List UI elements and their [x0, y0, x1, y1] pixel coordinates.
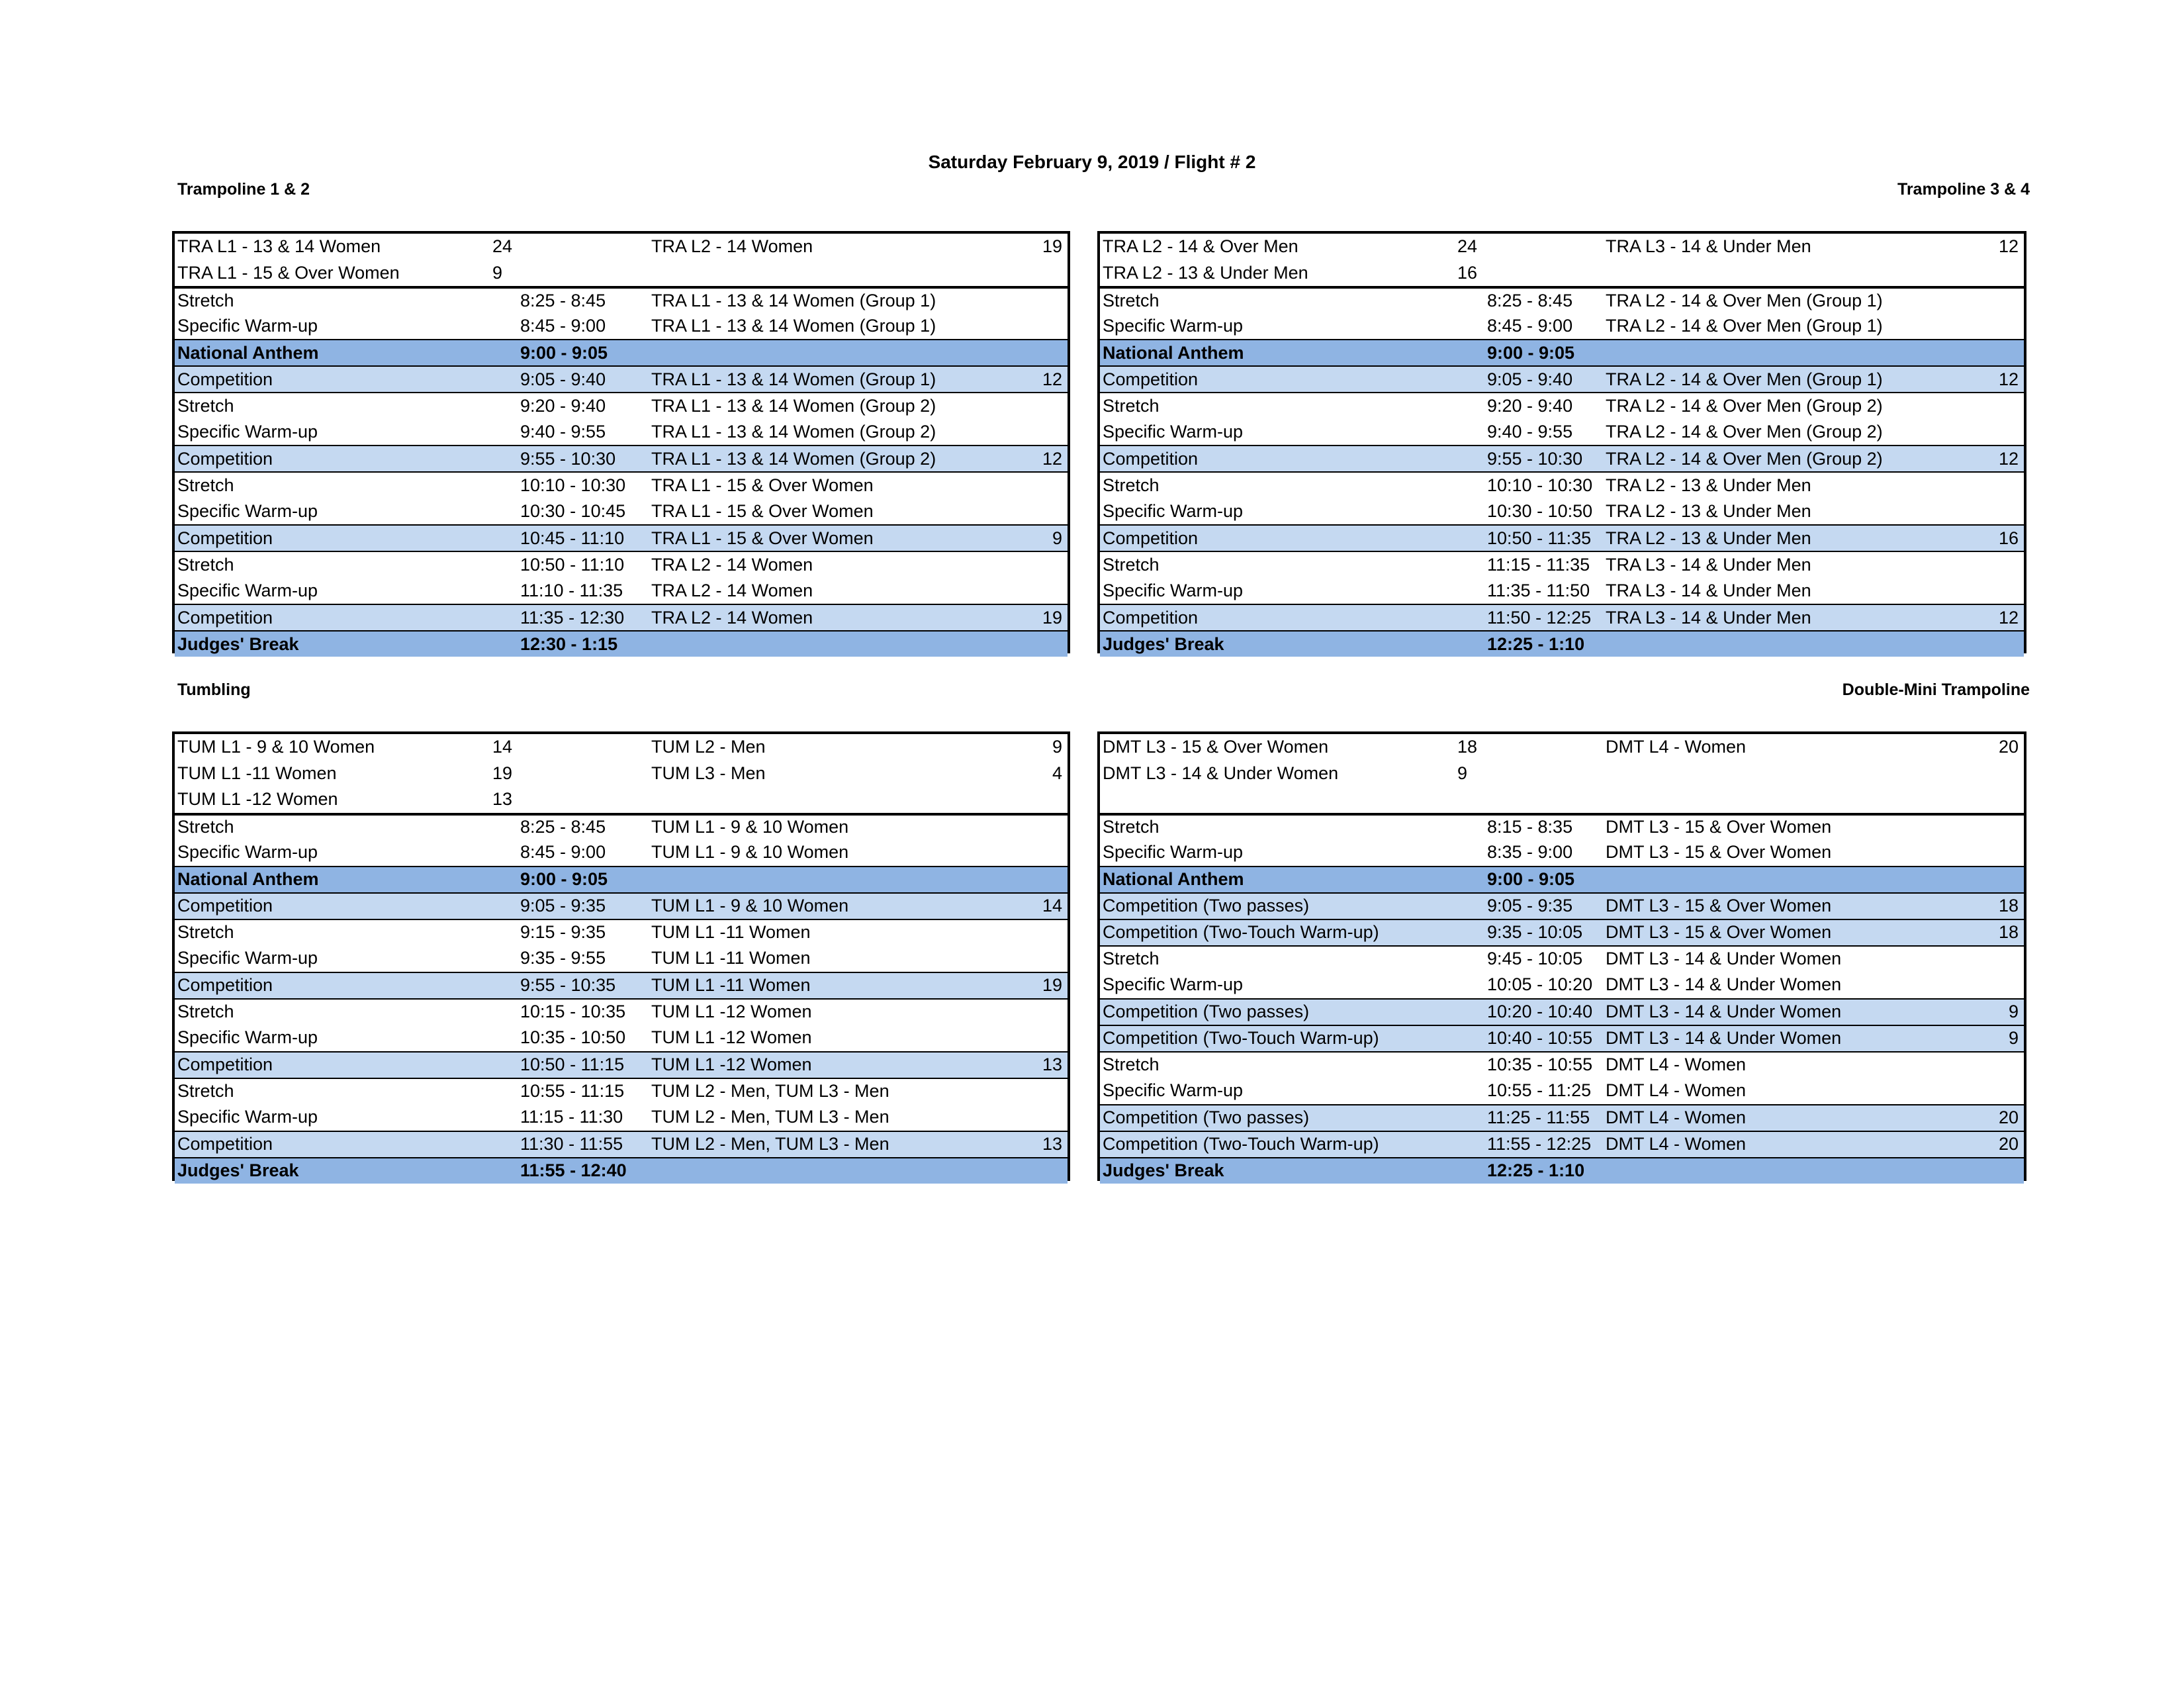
schedule-row [175, 577, 1068, 604]
activity-label: Competition [177, 975, 273, 995]
schedule-row [1100, 630, 2024, 657]
time-range: 9:55 - 10:35 [520, 975, 616, 995]
time-range: 10:30 - 10:45 [520, 500, 626, 521]
schedule-row [1100, 524, 2024, 551]
athlete-count: 20 [1998, 1134, 2019, 1154]
time-range: 10:05 - 10:20 [1487, 974, 1593, 994]
header-row [1100, 761, 2024, 787]
group-label: TRA L3 - 14 & Under Men [1606, 607, 1811, 628]
time-range: 9:05 - 9:40 [520, 369, 606, 389]
athlete-count: 9 [2008, 1028, 2019, 1048]
schedule-row [1100, 972, 2024, 998]
schedule-row [175, 945, 1068, 972]
schedule-row [175, 551, 1068, 577]
activity-label: Specific Warm-up [1103, 500, 1244, 521]
activity-label: Specific Warm-up [177, 500, 318, 521]
schedule-row [175, 471, 1068, 498]
group-label: TRA L1 - 15 & Over Women [651, 500, 874, 521]
time-range: 10:50 - 11:15 [520, 1055, 625, 1074]
group-label: TRA L1 - 13 & 14 Women (Group 2) [651, 448, 936, 469]
time-range: 11:50 - 12:25 [1487, 607, 1592, 628]
group-label: TRA L3 - 14 & Under Men [1606, 554, 1811, 575]
event-name: DMT L3 - 15 & Over Women [1103, 737, 1329, 757]
athlete-count: 12 [1998, 448, 2019, 469]
schedule-row [1100, 1078, 2024, 1104]
schedule-row [175, 445, 1068, 471]
activity-label: Competition [1103, 607, 1199, 628]
schedule-row [1100, 1051, 2024, 1078]
event-name: TUM L1 - 9 & 10 Women [177, 737, 375, 757]
time-range: 8:45 - 9:00 [1487, 315, 1573, 336]
schedule-row [1100, 839, 2024, 866]
schedule-row [1100, 945, 2024, 972]
time-range: 12:25 - 1:10 [1487, 633, 1585, 654]
athlete-count: 24 [1457, 236, 1478, 257]
section-label-trampoline-3-4: Trampoline 3 & 4 [1897, 180, 2030, 199]
group-label: TRA L2 - 14 Women [651, 607, 813, 628]
time-range: 8:45 - 9:00 [520, 842, 606, 862]
event-name: TRA L1 - 13 & 14 Women [177, 236, 381, 257]
schedule-row [1100, 604, 2024, 630]
section-label-double-mini: Double-Mini Trampoline [1842, 680, 2030, 699]
event-name: TRA L2 - 13 & Under Men [1103, 262, 1308, 283]
time-range: 9:00 - 9:05 [520, 342, 608, 363]
athlete-count: 16 [1457, 262, 1478, 283]
athlete-count: 12 [1998, 607, 2019, 628]
time-range: 9:05 - 9:35 [1487, 896, 1573, 915]
athlete-count: 14 [492, 737, 513, 757]
time-range: 11:55 - 12:40 [520, 1160, 627, 1180]
header-row [175, 734, 1068, 761]
header-row [1100, 786, 2024, 813]
athlete-count: 9 [2008, 1002, 2019, 1021]
schedule-row [175, 839, 1068, 866]
event-name: DMT L3 - 14 & Under Women [1103, 763, 1339, 783]
athlete-count: 18 [1998, 922, 2019, 942]
activity-label: Competition [1103, 369, 1199, 389]
activity-label: Judges' Break [177, 633, 299, 654]
group-label: TRA L1 - 13 & 14 Women (Group 1) [651, 290, 936, 310]
schedule-row [1100, 1131, 2024, 1157]
time-range: 10:10 - 10:30 [1487, 475, 1593, 495]
athlete-count: 19 [492, 763, 513, 783]
time-range: 11:55 - 12:25 [1487, 1134, 1592, 1154]
activity-label: Specific Warm-up [1103, 842, 1244, 862]
activity-label: Specific Warm-up [177, 948, 318, 968]
group-label: DMT L3 - 14 & Under Women [1606, 974, 1842, 994]
group-label: TRA L2 - 13 & Under Men [1606, 475, 1811, 495]
schedule-row [175, 1051, 1068, 1078]
schedule-row [1100, 919, 2024, 945]
schedule-row [175, 604, 1068, 630]
activity-label: Specific Warm-up [1103, 580, 1244, 600]
activity-label: Competition [177, 369, 273, 389]
activity-label: Stretch [1103, 949, 1160, 968]
event-name: TUM L1 -11 Women [177, 763, 337, 783]
time-range: 9:45 - 10:05 [1487, 949, 1583, 968]
time-range: 10:55 - 11:15 [520, 1081, 625, 1101]
schedule-row [1100, 471, 2024, 498]
athlete-count: 20 [1998, 1107, 2019, 1127]
activity-label: Stretch [177, 554, 234, 575]
activity-label: Competition (Two passes) [1103, 1002, 1310, 1021]
schedule-row [175, 972, 1068, 998]
activity-label: Judges' Break [177, 1160, 299, 1180]
activity-label: Judges' Break [1103, 1160, 1224, 1180]
schedule-row [1100, 1157, 2024, 1184]
activity-label: Stretch [177, 290, 234, 310]
group-label: DMT L3 - 14 & Under Women [1606, 949, 1842, 968]
group-label: TRA L2 - 14 & Over Men (Group 1) [1606, 315, 1883, 336]
time-range: 10:15 - 10:35 [520, 1002, 626, 1021]
schedule-row [1100, 577, 2024, 604]
group-label: TRA L2 - 14 Women [651, 580, 813, 600]
group-label: TUM L1 -11 Women [651, 948, 811, 968]
group-label: DMT L3 - 15 & Over Women [1606, 896, 1832, 915]
section-label-tumbling: Tumbling [177, 680, 251, 699]
event-name: DMT L4 - Women [1606, 737, 1747, 757]
activity-label: Competition [177, 1134, 273, 1154]
header-row [175, 260, 1068, 287]
time-range: 9:55 - 10:30 [1487, 448, 1583, 469]
schedule-row [1100, 445, 2024, 471]
athlete-count: 12 [1042, 448, 1062, 469]
activity-label: Specific Warm-up [1103, 421, 1244, 442]
event-name: TUM L1 -12 Women [177, 789, 338, 810]
group-label: TRA L2 - 14 & Over Men (Group 1) [1606, 290, 1883, 310]
schedule-row [175, 286, 1068, 312]
group-label: TRA L2 - 13 & Under Men [1606, 528, 1811, 548]
group-label: DMT L3 - 15 & Over Women [1606, 817, 1832, 837]
athlete-count: 19 [1042, 975, 1062, 995]
time-range: 8:25 - 8:45 [520, 817, 606, 837]
activity-label: Specific Warm-up [1103, 315, 1244, 336]
time-range: 11:15 - 11:30 [520, 1107, 623, 1127]
group-label: TRA L1 - 13 & 14 Women (Group 2) [651, 421, 936, 442]
athlete-count: 12 [1998, 236, 2019, 257]
group-label: TRA L1 - 13 & 14 Women (Group 1) [651, 315, 936, 336]
time-range: 10:35 - 10:55 [1487, 1055, 1593, 1074]
schedule-row [175, 998, 1068, 1025]
time-range: 9:40 - 9:55 [520, 421, 606, 442]
group-label: TRA L2 - 14 & Over Men (Group 1) [1606, 369, 1883, 389]
time-range: 11:25 - 11:55 [1487, 1107, 1590, 1127]
header-row [175, 234, 1068, 260]
schedule-row [175, 339, 1068, 365]
time-range: 9:55 - 10:30 [520, 448, 616, 469]
group-label: DMT L4 - Women [1606, 1055, 1747, 1074]
activity-label: Stretch [1103, 817, 1160, 837]
group-label: TUM L2 - Men, TUM L3 - Men [651, 1081, 889, 1101]
activity-label: Stretch [1103, 554, 1160, 575]
schedule-row [175, 1131, 1068, 1157]
athlete-count: 9 [1457, 763, 1468, 783]
schedule-row [1100, 866, 2024, 892]
group-label: TUM L1 -12 Women [651, 1055, 812, 1074]
schedule-table-trampoline-1-2 [172, 231, 1070, 653]
activity-label: Specific Warm-up [1103, 1080, 1244, 1100]
schedule-row [1100, 365, 2024, 392]
header-row [175, 761, 1068, 787]
activity-label: Stretch [177, 817, 234, 837]
time-range: 8:25 - 8:45 [1487, 290, 1573, 310]
time-range: 10:55 - 11:25 [1487, 1080, 1592, 1100]
time-range: 9:20 - 9:40 [520, 395, 606, 416]
activity-label: Stretch [177, 1081, 234, 1101]
activity-label: Stretch [177, 922, 234, 942]
activity-label: Specific Warm-up [177, 580, 318, 600]
schedule-row [175, 1104, 1068, 1131]
time-range: 9:00 - 9:05 [1487, 869, 1575, 889]
schedule-row [175, 919, 1068, 945]
activity-label: National Anthem [177, 342, 319, 363]
schedule-row [1100, 551, 2024, 577]
activity-label: Competition (Two passes) [1103, 896, 1310, 915]
schedule-row [175, 630, 1068, 657]
time-range: 9:15 - 9:35 [520, 922, 606, 942]
activity-label: Specific Warm-up [177, 1027, 318, 1047]
group-label: TRA L2 - 14 & Over Men (Group 2) [1606, 395, 1883, 416]
athlete-count: 19 [1042, 607, 1062, 628]
activity-label: Stretch [1103, 290, 1160, 310]
activity-label: Competition [1103, 528, 1199, 548]
schedule-row [175, 1025, 1068, 1051]
activity-label: Stretch [1103, 475, 1160, 495]
time-range: 9:40 - 9:55 [1487, 421, 1573, 442]
schedule-row [175, 524, 1068, 551]
time-range: 9:00 - 9:05 [520, 869, 608, 889]
group-label: TUM L1 - 9 & 10 Women [651, 817, 849, 837]
schedule-row [175, 892, 1068, 919]
time-range: 11:30 - 11:55 [520, 1134, 623, 1154]
group-label: DMT L4 - Women [1606, 1107, 1747, 1127]
group-label: TUM L1 -11 Women [651, 975, 811, 995]
activity-label: Stretch [177, 395, 234, 416]
schedule-row [175, 365, 1068, 392]
activity-label: Competition (Two-Touch Warm-up) [1103, 1028, 1379, 1048]
activity-label: Competition [177, 448, 273, 469]
athlete-count: 16 [1998, 528, 2019, 548]
activity-label: Specific Warm-up [1103, 974, 1244, 994]
schedule-row [1100, 339, 2024, 365]
group-label: TRA L2 - 14 & Over Men (Group 2) [1606, 448, 1883, 469]
time-range: 11:15 - 11:35 [1487, 554, 1590, 575]
page-title: Saturday February 9, 2019 / Flight # 2 [928, 152, 1256, 172]
schedule-row [1100, 813, 2024, 839]
group-label: TRA L2 - 14 & Over Men (Group 2) [1606, 421, 1883, 442]
athlete-count: 13 [1042, 1134, 1062, 1154]
schedule-row [1100, 392, 2024, 418]
schedule-row [175, 1157, 1068, 1184]
group-label: TUM L1 - 9 & 10 Women [651, 842, 849, 862]
event-name: TUM L3 - Men [651, 763, 766, 783]
schedule-row [175, 866, 1068, 892]
athlete-count: 4 [1052, 763, 1062, 783]
athlete-count: 13 [492, 789, 513, 810]
athlete-count: 24 [492, 236, 513, 257]
schedule-row [1100, 312, 2024, 339]
time-range: 9:20 - 9:40 [1487, 395, 1573, 416]
activity-label: Judges' Break [1103, 633, 1224, 654]
group-label: TUM L1 -12 Women [651, 1002, 812, 1021]
group-label: TUM L2 - Men, TUM L3 - Men [651, 1107, 889, 1127]
group-label: DMT L3 - 15 & Over Women [1606, 842, 1832, 862]
activity-label: Competition [177, 1055, 273, 1074]
athlete-count: 20 [1998, 737, 2019, 757]
group-label: TRA L3 - 14 & Under Men [1606, 580, 1811, 600]
group-label: DMT L4 - Women [1606, 1080, 1747, 1100]
group-label: DMT L3 - 14 & Under Women [1606, 1028, 1842, 1048]
activity-label: Specific Warm-up [177, 842, 318, 862]
activity-label: Competition [177, 528, 273, 548]
time-range: 11:10 - 11:35 [520, 580, 623, 600]
activity-label: Stretch [177, 475, 234, 495]
group-label: DMT L3 - 15 & Over Women [1606, 922, 1832, 942]
athlete-count: 19 [1042, 236, 1062, 257]
schedule-table-trampoline-3-4 [1097, 231, 2026, 653]
athlete-count: 9 [1052, 528, 1062, 548]
schedule-row [175, 312, 1068, 339]
header-row [1100, 260, 2024, 287]
schedule-row [1100, 286, 2024, 312]
athlete-count: 12 [1998, 369, 2019, 389]
group-label: DMT L3 - 14 & Under Women [1606, 1002, 1842, 1021]
activity-label: National Anthem [1103, 869, 1244, 889]
schedule-row [1100, 498, 2024, 524]
schedule-row [175, 813, 1068, 839]
time-range: 10:35 - 10:50 [520, 1027, 626, 1047]
time-range: 9:35 - 9:55 [520, 948, 606, 968]
time-range: 8:15 - 8:35 [1487, 817, 1573, 837]
group-label: TRA L1 - 13 & 14 Women (Group 2) [651, 395, 936, 416]
athlete-count: 18 [1457, 737, 1478, 757]
group-label: TUM L1 -11 Women [651, 922, 811, 942]
activity-label: Competition (Two-Touch Warm-up) [1103, 922, 1379, 942]
time-range: 10:20 - 10:40 [1487, 1002, 1593, 1021]
header-row [175, 786, 1068, 813]
schedule-row [175, 418, 1068, 445]
schedule-table-double-mini [1097, 731, 2026, 1181]
header-row [1100, 234, 2024, 260]
header-row [1100, 734, 2024, 761]
athlete-count: 13 [1042, 1055, 1062, 1074]
schedule-row [1100, 892, 2024, 919]
time-range: 8:35 - 9:00 [1487, 842, 1573, 862]
athlete-count: 18 [1998, 896, 2019, 915]
time-range: 10:10 - 10:30 [520, 475, 626, 495]
schedule-row [1100, 998, 2024, 1025]
time-range: 11:35 - 12:30 [520, 607, 625, 628]
athlete-count: 9 [1052, 737, 1062, 757]
event-name: TUM L2 - Men [651, 737, 766, 757]
section-label-trampoline-1-2: Trampoline 1 & 2 [177, 180, 310, 199]
group-label: TRA L2 - 14 Women [651, 554, 813, 575]
group-label: TRA L1 - 15 & Over Women [651, 528, 874, 548]
time-range: 9:05 - 9:40 [1487, 369, 1573, 389]
activity-label: Competition (Two-Touch Warm-up) [1103, 1134, 1379, 1154]
activity-label: Stretch [177, 1002, 234, 1021]
event-name: TRA L3 - 14 & Under Men [1606, 236, 1811, 257]
event-name: TRA L1 - 15 & Over Women [177, 262, 400, 283]
group-label: TUM L2 - Men, TUM L3 - Men [651, 1134, 889, 1154]
activity-label: Competition (Two passes) [1103, 1107, 1310, 1127]
group-label: TRA L1 - 13 & 14 Women (Group 1) [651, 369, 936, 389]
activity-label: Specific Warm-up [177, 421, 318, 442]
schedule-table-tumbling [172, 731, 1070, 1181]
activity-label: Competition [1103, 448, 1199, 469]
time-range: 10:50 - 11:35 [1487, 528, 1592, 548]
time-range: 10:50 - 11:10 [520, 554, 625, 575]
athlete-count: 9 [492, 262, 503, 283]
group-label: TUM L1 - 9 & 10 Women [651, 896, 849, 915]
time-range: 12:30 - 1:15 [520, 633, 618, 654]
activity-label: National Anthem [177, 869, 319, 889]
activity-label: National Anthem [1103, 342, 1244, 363]
time-range: 9:35 - 10:05 [1487, 922, 1583, 942]
schedule-row [1100, 418, 2024, 445]
time-range: 11:35 - 11:50 [1487, 580, 1590, 600]
time-range: 10:45 - 11:10 [520, 528, 625, 548]
event-name: TRA L2 - 14 & Over Men [1103, 236, 1298, 257]
group-label: DMT L4 - Women [1606, 1134, 1747, 1154]
event-name: TRA L2 - 14 Women [651, 236, 813, 257]
athlete-count: 12 [1042, 369, 1062, 389]
activity-label: Stretch [1103, 395, 1160, 416]
group-label: TRA L2 - 13 & Under Men [1606, 500, 1811, 521]
activity-label: Specific Warm-up [177, 1107, 318, 1127]
time-range: 8:45 - 9:00 [520, 315, 606, 336]
schedule-row [1100, 1025, 2024, 1051]
time-range: 9:05 - 9:35 [520, 896, 606, 915]
time-range: 12:25 - 1:10 [1487, 1160, 1585, 1180]
schedule-row [1100, 1104, 2024, 1131]
time-range: 8:25 - 8:45 [520, 290, 606, 310]
schedule-row [175, 1078, 1068, 1104]
time-range: 9:00 - 9:05 [1487, 342, 1575, 363]
time-range: 10:30 - 10:50 [1487, 500, 1593, 521]
schedule-row [175, 498, 1068, 524]
activity-label: Competition [177, 896, 273, 915]
activity-label: Specific Warm-up [177, 315, 318, 336]
group-label: TRA L1 - 15 & Over Women [651, 475, 874, 495]
athlete-count: 14 [1042, 896, 1062, 915]
time-range: 10:40 - 10:55 [1487, 1028, 1593, 1048]
schedule-row [175, 392, 1068, 418]
activity-label: Competition [177, 607, 273, 628]
activity-label: Stretch [1103, 1055, 1160, 1074]
group-label: TUM L1 -12 Women [651, 1027, 812, 1047]
